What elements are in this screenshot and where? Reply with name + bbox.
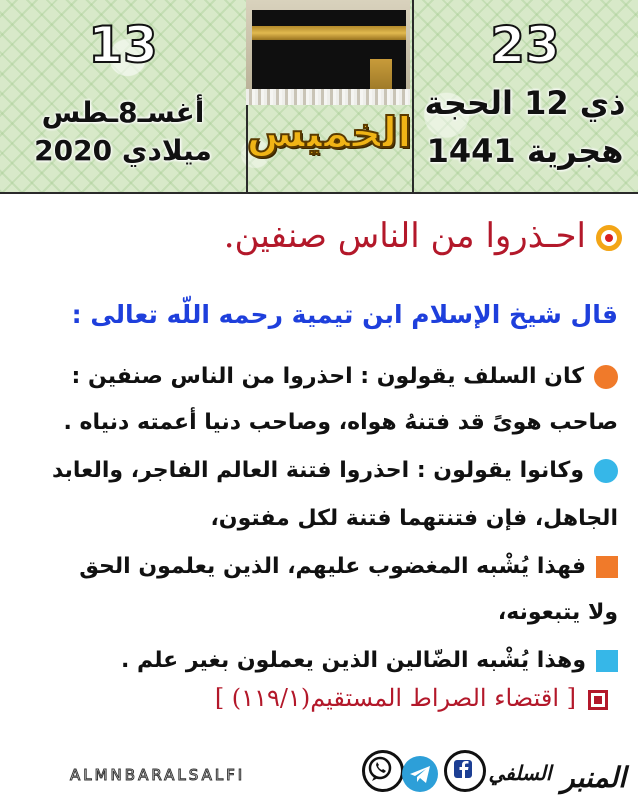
paragraph-line [79, 554, 618, 579]
post-title-text: احـذروا من الناس صنفين. [223, 216, 586, 256]
hijri-date-panel [412, 0, 638, 192]
gregorian-date-panel [0, 0, 248, 192]
channel-name: ALMNBARALSALFI [70, 766, 246, 784]
logo-main: المنبر [561, 761, 626, 794]
paragraph-line [72, 364, 618, 389]
post-title [224, 216, 622, 256]
orange-square-icon [596, 556, 618, 578]
paragraph-line [121, 648, 618, 673]
facebook-icon[interactable] [444, 750, 486, 792]
weekday-label: الخميس [246, 108, 412, 157]
gregorian-year: 2020 ميلادي [34, 134, 212, 167]
kaaba-image [246, 0, 410, 105]
paragraph-line: الجاهل، فإن فتنتهما فتنة لكل مفتون، [210, 506, 618, 531]
blue-square-icon [596, 650, 618, 672]
telegram-icon[interactable] [402, 756, 438, 792]
paragraph-line: ولا يتبعونه، [497, 600, 618, 625]
blue-dot-icon [594, 459, 618, 483]
logo-sub: السلفي [488, 761, 552, 785]
post-heading: قال شيخ الإسلام ابن تيمية رحمه اللّه تعالى : [71, 300, 618, 329]
paragraph-line-text: وهذا يُشْبه الضّالين الذين يعملون بغير علم . [120, 648, 586, 673]
hijri-day: 23 [490, 16, 560, 74]
whatsapp-icon[interactable] [362, 750, 404, 792]
paragraph-line: صاحب هوىً قد فتنهُ هواه، وصاحب دنيا أعمته دنياه . [63, 410, 618, 435]
weekday-panel [246, 0, 414, 192]
gregorian-day: 13 [88, 16, 158, 74]
hijri-year: 1441 هجرية [426, 132, 624, 170]
paragraph-line [52, 458, 618, 483]
paragraph-line-text: وكانوا يقولون : احذروا فتنة العالم الفاجر، والعابد [51, 458, 584, 483]
gregorian-month: أغسـ8ـطس [41, 96, 205, 129]
paragraph-line-text: فهذا يُشْبه المغضوب عليهم، الذين يعلمون الحق [79, 554, 586, 579]
hijri-month: ذي 12 الحجة [424, 84, 626, 122]
paragraph-line-text: كان السلف يقولون : احذروا من الناس صنفين : [71, 364, 584, 389]
source-text: [ اقتضاء الصراط المستقيم(١١٩/١) ] [214, 684, 576, 712]
post-content [6, 196, 632, 740]
channel-logo [488, 761, 626, 794]
ring-bullet-icon [596, 225, 622, 251]
footer [0, 704, 638, 800]
orange-dot-icon [594, 365, 618, 389]
date-header [0, 0, 638, 194]
